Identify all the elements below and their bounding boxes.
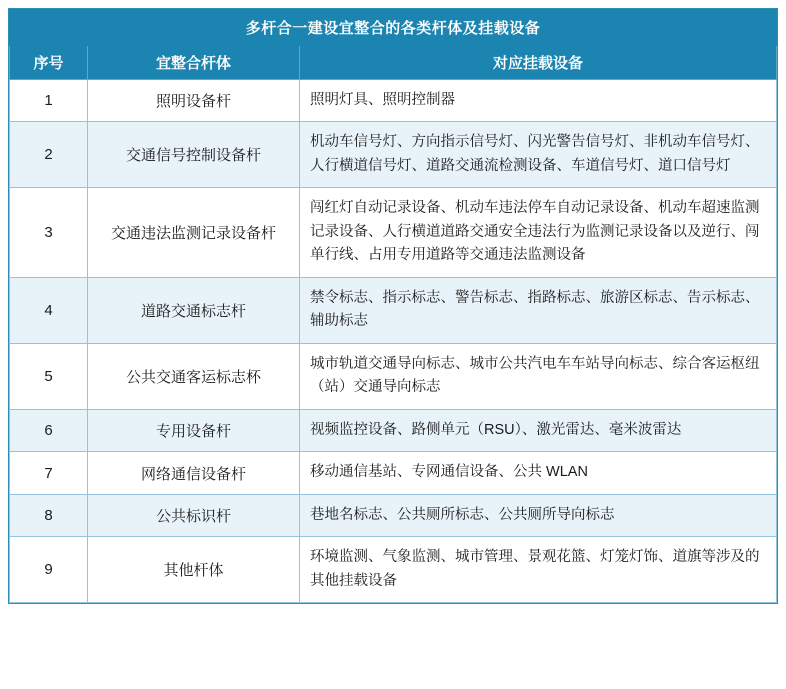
row-no: 4 [10, 277, 88, 343]
row-equipment: 禁令标志、指示标志、警告标志、指路标志、旅游区标志、告示标志、辅助标志 [300, 277, 777, 343]
table-row [10, 537, 777, 603]
row-pole: 公共交通客运标志杯 [88, 343, 300, 409]
row-pole: 其他杆体 [88, 537, 300, 603]
table-row [10, 494, 777, 536]
table-row [10, 343, 777, 409]
row-pole: 交通违法监测记录设备杆 [88, 188, 300, 277]
row-pole: 照明设备杆 [88, 80, 300, 122]
table-row [10, 122, 777, 188]
row-equipment: 照明灯具、照明控制器 [300, 80, 777, 122]
row-pole: 交通信号控制设备杆 [88, 122, 300, 188]
table-title: 多杆合一建设宜整合的各类杆体及挂载设备 [10, 10, 777, 46]
column-header-no: 序号 [10, 46, 88, 80]
table-row [10, 409, 777, 451]
row-no: 9 [10, 537, 88, 603]
row-equipment: 移动通信基站、专网通信设备、公共 WLAN [300, 452, 777, 494]
row-pole: 公共标识杆 [88, 494, 300, 536]
row-no: 1 [10, 80, 88, 122]
row-equipment: 城市轨道交通导向标志、城市公共汽电车车站导向标志、综合客运枢纽（站）交通导向标志 [300, 343, 777, 409]
pole-integration-table-container [8, 8, 778, 604]
row-no: 3 [10, 188, 88, 277]
row-no: 8 [10, 494, 88, 536]
table-row [10, 277, 777, 343]
row-equipment: 环境监测、气象监测、城市管理、景观花篮、灯笼灯饰、道旗等涉及的其他挂载设备 [300, 537, 777, 603]
table-row [10, 188, 777, 277]
row-equipment: 巷地名标志、公共厕所标志、公共厕所导向标志 [300, 494, 777, 536]
row-equipment: 闯红灯自动记录设备、机动车违法停车自动记录设备、机动车超速监测记录设备、人行横道道路交通安全违法行为监测记录设备以及逆行、闯单行线、占用专用道路等交通违法监测设备 [300, 188, 777, 277]
column-header-pole: 宜整合杆体 [88, 46, 300, 80]
row-equipment: 机动车信号灯、方向指示信号灯、闪光警告信号灯、非机动车信号灯、人行横道信号灯、道路交通流检测设备、车道信号灯、道口信号灯 [300, 122, 777, 188]
row-no: 7 [10, 452, 88, 494]
table-header-row [10, 46, 777, 80]
row-pole: 道路交通标志杆 [88, 277, 300, 343]
table-row [10, 80, 777, 122]
row-no: 5 [10, 343, 88, 409]
row-equipment: 视频监控设备、路侧单元（RSU）、激光雷达、毫米波雷达 [300, 409, 777, 451]
row-no: 2 [10, 122, 88, 188]
pole-integration-table [9, 9, 777, 603]
row-pole: 专用设备杆 [88, 409, 300, 451]
table-title-row [10, 10, 777, 46]
table-row [10, 452, 777, 494]
row-no: 6 [10, 409, 88, 451]
row-pole: 网络通信设备杆 [88, 452, 300, 494]
column-header-equipment: 对应挂载设备 [300, 46, 777, 80]
